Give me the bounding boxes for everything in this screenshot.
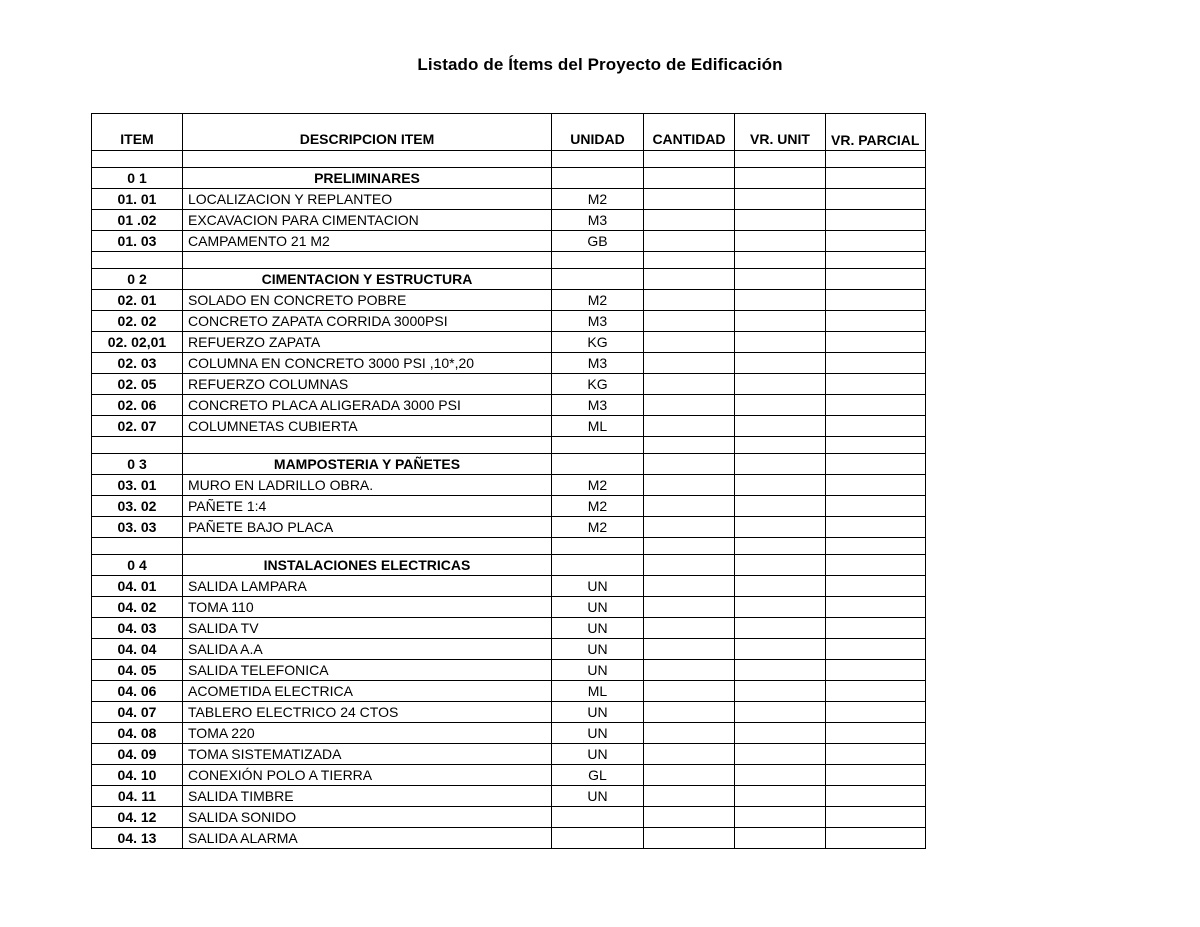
item-description: CONCRETO PLACA ALIGERADA 3000 PSI xyxy=(183,395,552,416)
item-unit: GL xyxy=(552,765,644,786)
item-unit: UN xyxy=(552,786,644,807)
vr-unit-cell xyxy=(735,576,826,597)
table-row xyxy=(92,395,926,416)
vr-parcial-cell xyxy=(826,210,926,231)
empty-cell xyxy=(826,151,926,168)
section-title: CIMENTACION Y ESTRUCTURA xyxy=(183,269,552,290)
item-unit xyxy=(552,168,644,189)
table-row xyxy=(92,576,926,597)
item-unit: M3 xyxy=(552,210,644,231)
item-unit xyxy=(552,555,644,576)
item-unit xyxy=(552,454,644,475)
vr-unit-cell xyxy=(735,723,826,744)
item-description: SALIDA TV xyxy=(183,618,552,639)
empty-cell xyxy=(92,538,183,555)
item-unit: UN xyxy=(552,639,644,660)
item-code: 02. 06 xyxy=(92,395,183,416)
section-row xyxy=(92,454,926,475)
cantidad-cell xyxy=(644,189,735,210)
header-vr-parcial: VR. PARCIAL xyxy=(826,114,926,151)
item-unit xyxy=(552,269,644,290)
cantidad-cell xyxy=(644,807,735,828)
item-unit: M3 xyxy=(552,353,644,374)
vr-unit-cell xyxy=(735,517,826,538)
table-row xyxy=(92,496,926,517)
blank-row xyxy=(92,437,926,454)
vr-unit-cell xyxy=(735,290,826,311)
item-code: 04. 13 xyxy=(92,828,183,849)
vr-unit-cell xyxy=(735,374,826,395)
item-unit: M2 xyxy=(552,517,644,538)
item-code: 02. 05 xyxy=(92,374,183,395)
item-code: 04. 11 xyxy=(92,786,183,807)
item-code: 03. 02 xyxy=(92,496,183,517)
item-unit xyxy=(552,828,644,849)
item-description: SALIDA TELEFONICA xyxy=(183,660,552,681)
table-row xyxy=(92,374,926,395)
vr-unit-cell xyxy=(735,681,826,702)
cantidad-cell xyxy=(644,828,735,849)
cantidad-cell xyxy=(644,416,735,437)
item-unit: M2 xyxy=(552,475,644,496)
item-code: 02. 01 xyxy=(92,290,183,311)
empty-cell xyxy=(552,252,644,269)
header-descripcion: DESCRIPCION ITEM xyxy=(183,114,552,151)
table-row xyxy=(92,290,926,311)
vr-parcial-cell xyxy=(826,332,926,353)
vr-parcial-cell xyxy=(826,395,926,416)
cantidad-cell xyxy=(644,395,735,416)
cantidad-cell xyxy=(644,723,735,744)
vr-parcial-cell xyxy=(826,454,926,475)
item-description: CONEXIÓN POLO A TIERRA xyxy=(183,765,552,786)
vr-parcial-cell xyxy=(826,231,926,252)
vr-parcial-cell xyxy=(826,555,926,576)
empty-cell xyxy=(644,151,735,168)
section-title: INSTALACIONES ELECTRICAS xyxy=(183,555,552,576)
item-unit: UN xyxy=(552,576,644,597)
vr-unit-cell xyxy=(735,618,826,639)
vr-unit-cell xyxy=(735,189,826,210)
vr-unit-cell xyxy=(735,702,826,723)
item-code: 04. 05 xyxy=(92,660,183,681)
table-row xyxy=(92,807,926,828)
cantidad-cell xyxy=(644,374,735,395)
vr-unit-cell xyxy=(735,353,826,374)
cantidad-cell xyxy=(644,639,735,660)
section-row xyxy=(92,168,926,189)
vr-parcial-cell xyxy=(826,496,926,517)
vr-unit-cell xyxy=(735,332,826,353)
item-code: 04. 02 xyxy=(92,597,183,618)
item-description: SALIDA LAMPARA xyxy=(183,576,552,597)
vr-parcial-cell xyxy=(826,639,926,660)
vr-unit-cell xyxy=(735,496,826,517)
vr-unit-cell xyxy=(735,231,826,252)
empty-cell xyxy=(183,252,552,269)
table-row xyxy=(92,744,926,765)
item-description: REFUERZO COLUMNAS xyxy=(183,374,552,395)
vr-parcial-cell xyxy=(826,786,926,807)
item-code: 02. 07 xyxy=(92,416,183,437)
section-title: PRELIMINARES xyxy=(183,168,552,189)
table-row xyxy=(92,597,926,618)
table-row xyxy=(92,723,926,744)
vr-parcial-cell xyxy=(826,517,926,538)
empty-cell xyxy=(552,538,644,555)
empty-cell xyxy=(183,437,552,454)
vr-parcial-cell xyxy=(826,765,926,786)
item-description: EXCAVACION PARA CIMENTACION xyxy=(183,210,552,231)
cantidad-cell xyxy=(644,765,735,786)
vr-unit-cell xyxy=(735,311,826,332)
item-unit: UN xyxy=(552,702,644,723)
section-title: MAMPOSTERIA Y PAÑETES xyxy=(183,454,552,475)
table-row xyxy=(92,681,926,702)
section-row xyxy=(92,555,926,576)
empty-cell xyxy=(735,252,826,269)
vr-parcial-cell xyxy=(826,576,926,597)
vr-parcial-cell xyxy=(826,416,926,437)
item-code: 02. 02 xyxy=(92,311,183,332)
cantidad-cell xyxy=(644,269,735,290)
empty-cell xyxy=(92,252,183,269)
item-code: 01. 03 xyxy=(92,231,183,252)
vr-parcial-cell xyxy=(826,618,926,639)
item-code: 0 2 xyxy=(92,269,183,290)
item-code: 0 4 xyxy=(92,555,183,576)
item-description: TOMA SISTEMATIZADA xyxy=(183,744,552,765)
item-description: CONCRETO ZAPATA CORRIDA 3000PSI xyxy=(183,311,552,332)
table-row xyxy=(92,332,926,353)
empty-cell xyxy=(644,252,735,269)
item-code: 04. 08 xyxy=(92,723,183,744)
vr-unit-cell xyxy=(735,660,826,681)
vr-parcial-cell xyxy=(826,723,926,744)
empty-cell xyxy=(183,151,552,168)
item-description: LOCALIZACION Y REPLANTEO xyxy=(183,189,552,210)
item-unit: KG xyxy=(552,332,644,353)
cantidad-cell xyxy=(644,681,735,702)
cantidad-cell xyxy=(644,555,735,576)
item-description: COLUMNA EN CONCRETO 3000 PSI ,10*,20 xyxy=(183,353,552,374)
vr-unit-cell xyxy=(735,210,826,231)
cantidad-cell xyxy=(644,618,735,639)
item-code: 0 3 xyxy=(92,454,183,475)
item-unit xyxy=(552,807,644,828)
empty-cell xyxy=(826,538,926,555)
header-unidad: UNIDAD xyxy=(552,114,644,151)
cantidad-cell xyxy=(644,496,735,517)
table-row xyxy=(92,231,926,252)
blank-row xyxy=(92,151,926,168)
vr-unit-cell xyxy=(735,416,826,437)
item-code: 04. 03 xyxy=(92,618,183,639)
vr-unit-cell xyxy=(735,475,826,496)
item-code: 01. 01 xyxy=(92,189,183,210)
item-unit: UN xyxy=(552,618,644,639)
table-row xyxy=(92,660,926,681)
empty-cell xyxy=(826,252,926,269)
item-description: TOMA 220 xyxy=(183,723,552,744)
item-description: REFUERZO ZAPATA xyxy=(183,332,552,353)
item-code: 04. 10 xyxy=(92,765,183,786)
table-row xyxy=(92,618,926,639)
item-code: 04. 06 xyxy=(92,681,183,702)
vr-unit-cell xyxy=(735,828,826,849)
item-unit: UN xyxy=(552,744,644,765)
vr-unit-cell xyxy=(735,269,826,290)
item-description: TOMA 110 xyxy=(183,597,552,618)
table-row xyxy=(92,416,926,437)
empty-cell xyxy=(92,151,183,168)
item-unit: UN xyxy=(552,597,644,618)
vr-parcial-cell xyxy=(826,475,926,496)
item-unit: M3 xyxy=(552,311,644,332)
header-item: ITEM xyxy=(92,114,183,151)
item-description: MURO EN LADRILLO OBRA. xyxy=(183,475,552,496)
item-code: 04. 09 xyxy=(92,744,183,765)
table-row xyxy=(92,189,926,210)
item-code: 04. 12 xyxy=(92,807,183,828)
item-description: PAÑETE 1:4 xyxy=(183,496,552,517)
empty-cell xyxy=(644,538,735,555)
item-description: ACOMETIDA ELECTRICA xyxy=(183,681,552,702)
vr-unit-cell xyxy=(735,786,826,807)
cantidad-cell xyxy=(644,576,735,597)
vr-parcial-cell xyxy=(826,290,926,311)
table-row xyxy=(92,786,926,807)
empty-cell xyxy=(735,538,826,555)
vr-parcial-cell xyxy=(826,269,926,290)
vr-unit-cell xyxy=(735,168,826,189)
item-unit: ML xyxy=(552,416,644,437)
empty-cell xyxy=(644,437,735,454)
item-description: TABLERO ELECTRICO 24 CTOS xyxy=(183,702,552,723)
item-code: 04. 01 xyxy=(92,576,183,597)
vr-parcial-cell xyxy=(826,681,926,702)
cantidad-cell xyxy=(644,454,735,475)
vr-parcial-cell xyxy=(826,168,926,189)
vr-unit-cell xyxy=(735,744,826,765)
vr-unit-cell xyxy=(735,454,826,475)
vr-parcial-cell xyxy=(826,189,926,210)
item-unit: M3 xyxy=(552,395,644,416)
item-description: COLUMNETAS CUBIERTA xyxy=(183,416,552,437)
vr-parcial-cell xyxy=(826,828,926,849)
vr-parcial-cell xyxy=(826,660,926,681)
table-row xyxy=(92,765,926,786)
item-code: 02. 03 xyxy=(92,353,183,374)
table-row xyxy=(92,475,926,496)
cantidad-cell xyxy=(644,475,735,496)
table-row xyxy=(92,702,926,723)
document-title: Listado de Ítems del Proyecto de Edificación xyxy=(417,55,783,74)
vr-parcial-cell xyxy=(826,807,926,828)
item-code: 02. 02,01 xyxy=(92,332,183,353)
table-row xyxy=(92,517,926,538)
table-row xyxy=(92,311,926,332)
vr-parcial-cell xyxy=(826,311,926,332)
header-vr-unit: VR. UNIT xyxy=(735,114,826,151)
item-code: 03. 03 xyxy=(92,517,183,538)
blank-row xyxy=(92,252,926,269)
empty-cell xyxy=(183,538,552,555)
header-cantidad: CANTIDAD xyxy=(644,114,735,151)
item-code: 03. 01 xyxy=(92,475,183,496)
item-description: CAMPAMENTO 21 M2 xyxy=(183,231,552,252)
item-description: SOLADO EN CONCRETO POBRE xyxy=(183,290,552,311)
blank-row xyxy=(92,538,926,555)
empty-cell xyxy=(735,151,826,168)
item-description: PAÑETE BAJO PLACA xyxy=(183,517,552,538)
vr-parcial-cell xyxy=(826,597,926,618)
empty-cell xyxy=(826,437,926,454)
item-code: 04. 04 xyxy=(92,639,183,660)
item-unit: M2 xyxy=(552,496,644,517)
item-unit: M2 xyxy=(552,189,644,210)
item-code: 01 .02 xyxy=(92,210,183,231)
cantidad-cell xyxy=(644,168,735,189)
cantidad-cell xyxy=(644,231,735,252)
cantidad-cell xyxy=(644,311,735,332)
cantidad-cell xyxy=(644,290,735,311)
item-unit: UN xyxy=(552,660,644,681)
cantidad-cell xyxy=(644,597,735,618)
vr-parcial-cell xyxy=(826,702,926,723)
cantidad-cell xyxy=(644,702,735,723)
table-row xyxy=(92,210,926,231)
item-unit: M2 xyxy=(552,290,644,311)
item-code: 04. 07 xyxy=(92,702,183,723)
item-description: SALIDA SONIDO xyxy=(183,807,552,828)
empty-cell xyxy=(92,437,183,454)
item-unit: GB xyxy=(552,231,644,252)
vr-unit-cell xyxy=(735,639,826,660)
item-unit: UN xyxy=(552,723,644,744)
table-row xyxy=(92,639,926,660)
vr-parcial-cell xyxy=(826,744,926,765)
cantidad-cell xyxy=(644,786,735,807)
empty-cell xyxy=(552,437,644,454)
table-row xyxy=(92,353,926,374)
item-description: SALIDA ALARMA xyxy=(183,828,552,849)
item-code: 0 1 xyxy=(92,168,183,189)
table-body xyxy=(92,151,926,849)
vr-parcial-cell xyxy=(826,353,926,374)
section-row xyxy=(92,269,926,290)
empty-cell xyxy=(735,437,826,454)
item-description: SALIDA A.A xyxy=(183,639,552,660)
cantidad-cell xyxy=(644,660,735,681)
cantidad-cell xyxy=(644,744,735,765)
item-unit: ML xyxy=(552,681,644,702)
cantidad-cell xyxy=(644,332,735,353)
vr-unit-cell xyxy=(735,597,826,618)
cantidad-cell xyxy=(644,353,735,374)
items-table xyxy=(91,113,926,849)
vr-unit-cell xyxy=(735,395,826,416)
vr-unit-cell xyxy=(735,807,826,828)
item-unit: KG xyxy=(552,374,644,395)
empty-cell xyxy=(552,151,644,168)
vr-parcial-cell xyxy=(826,374,926,395)
table-row xyxy=(92,828,926,849)
table-header-row xyxy=(92,114,926,151)
vr-unit-cell xyxy=(735,555,826,576)
vr-unit-cell xyxy=(735,765,826,786)
cantidad-cell xyxy=(644,517,735,538)
item-description: SALIDA TIMBRE xyxy=(183,786,552,807)
cantidad-cell xyxy=(644,210,735,231)
